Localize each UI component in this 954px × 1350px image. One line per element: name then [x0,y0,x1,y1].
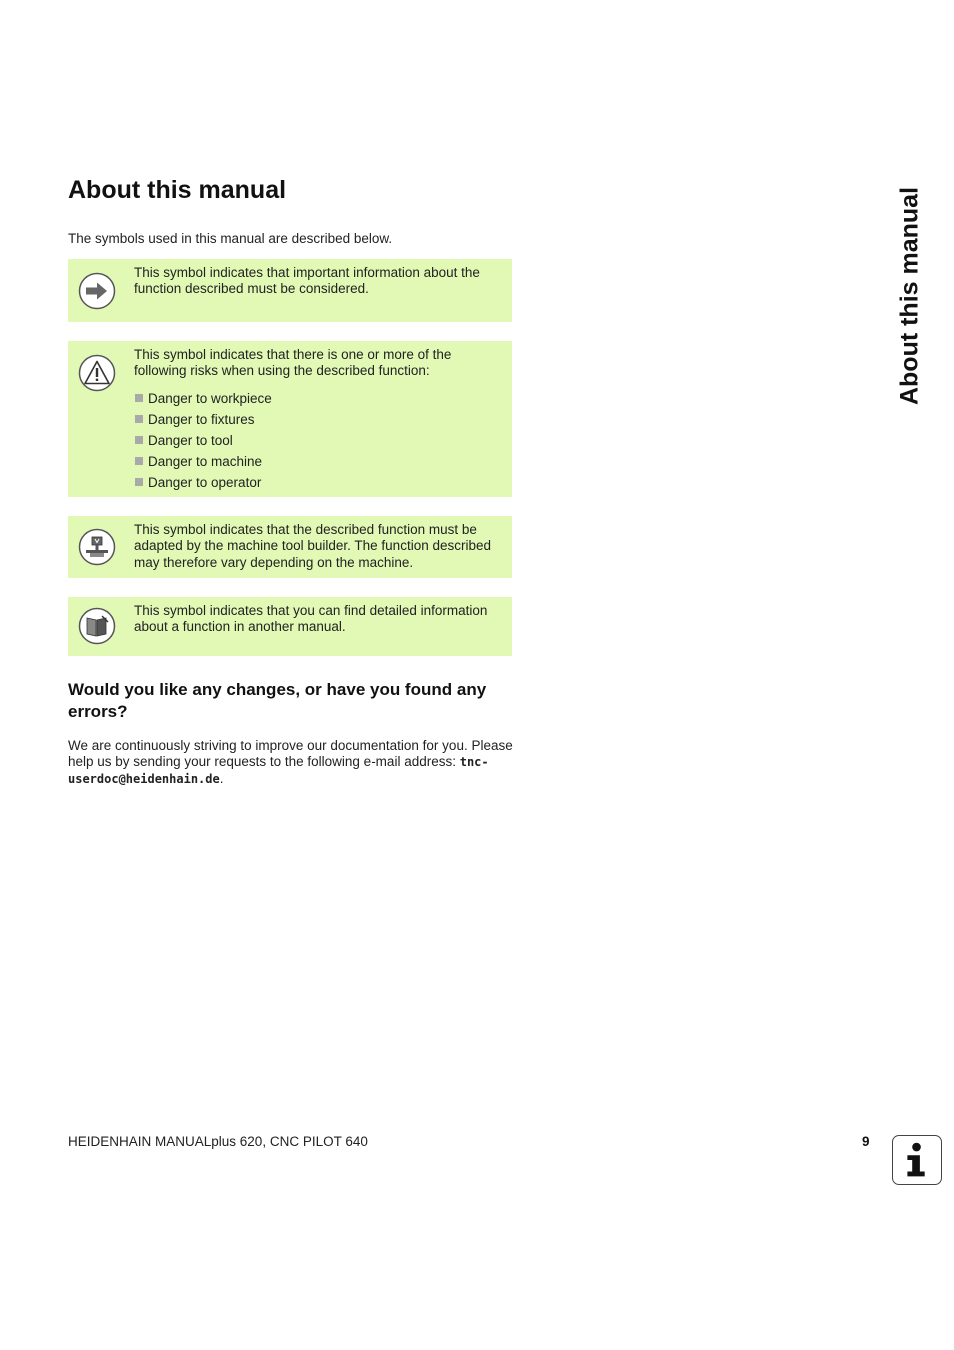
intro-text: The symbols used in this manual are described below. [68,231,393,246]
list-item: Danger to tool [134,430,506,451]
bullet-square [135,457,143,465]
book-icon [78,607,116,645]
page-number: 9 [862,1134,870,1149]
notice-machine-builder [68,516,512,578]
list-item: Danger to machine [134,451,506,472]
bullet-square [135,436,143,444]
notice-text: This symbol indicates that the described function must be adapted by the machine tool builder. The function described may therefore vary depending on the machine. [134,522,491,570]
notice-text: This symbol indicates that you can find detailed information about a function in another manual. [134,603,488,635]
info-icon [892,1135,942,1185]
page-title: About this manual [68,176,287,204]
notice-text: This symbol indicates that there is one or more of the following risks when using the described function: [134,347,452,379]
arrow-right-icon [78,272,116,310]
bullet-square [135,394,143,402]
footer-product-name: HEIDENHAIN MANUALplus 620, CNC PILOT 640 [68,1134,368,1149]
notice-danger [68,341,512,497]
bullet-square [135,415,143,423]
bullet-square [135,478,143,486]
notice-important-info [68,259,512,322]
list-item: Danger to operator [134,472,506,493]
section-title-feedback: Would you like any changes, or have you found any errors? [68,680,487,721]
notice-text: This symbol indicates that important information about the function described must be considered. [134,265,480,297]
warning-triangle-icon [78,354,116,392]
email-address: tnc-userdoc@heidenhain.de [68,755,489,786]
machine-tool-icon [78,528,116,566]
feedback-paragraph: We are continuously striving to improve our documentation for you. Please help us by sending your requests to the following e-mail address: tnc-userdoc@heidenhain.de. [68,738,513,786]
list-item: Danger to fixtures [134,409,506,430]
notice-other-manual [68,597,512,656]
risk-list [134,388,506,493]
list-item: Danger to workpiece [134,388,506,409]
